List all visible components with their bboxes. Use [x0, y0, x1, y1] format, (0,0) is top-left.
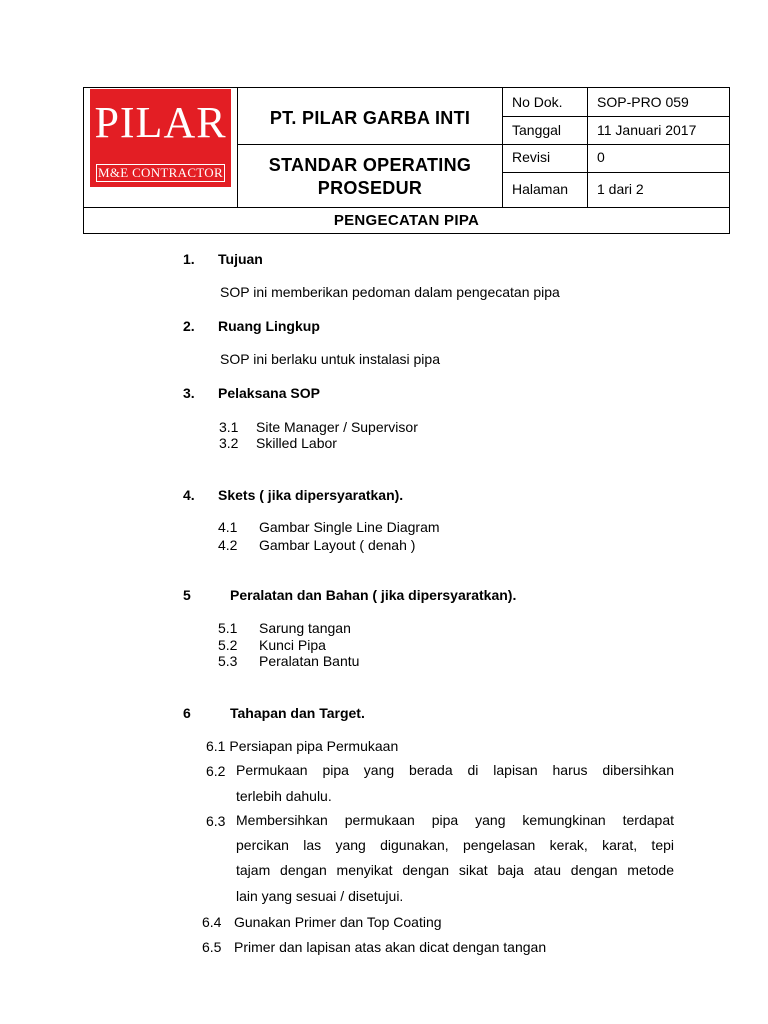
document-type: [238, 149, 502, 207]
step-text-line: percikan las yang digunakan, pengelasan kerak, karat, tepi: [236, 837, 674, 853]
list-item-number: 4.1: [218, 519, 238, 535]
step-item: Gunakan Primer dan Top Coating: [234, 914, 442, 930]
table-divider: [502, 88, 503, 208]
step-number: 6.3: [206, 813, 226, 829]
meta-label-doc-no: No Dok.: [512, 94, 563, 110]
table-divider: [502, 172, 729, 173]
section-body: SOP ini berlaku untuk instalasi pipa: [220, 351, 440, 367]
step-text-line: tajam dengan menyikat dengan sikat baja atau dengan metode: [236, 862, 674, 878]
section-title: Peralatan dan Bahan ( jika dipersyaratkan).: [230, 587, 517, 603]
step-number: 6.2: [206, 763, 226, 779]
section-title: Tahapan dan Target.: [230, 705, 365, 721]
document-type-line: PROSEDUR: [317, 178, 423, 198]
list-item-number: 5.1: [218, 620, 238, 636]
section-number: 5: [183, 587, 191, 603]
company-name: PT. PILAR GARBA INTI: [269, 108, 471, 128]
section-title: Ruang Lingkup: [218, 318, 320, 334]
list-item: Kunci Pipa: [259, 637, 326, 653]
step-number: 6.4: [202, 914, 222, 930]
meta-label-date: Tanggal: [512, 122, 562, 138]
meta-value-date: 11 Januari 2017: [597, 122, 697, 138]
list-item: Sarung tangan: [259, 620, 351, 636]
company-logo: [90, 89, 231, 187]
section-number: 3.: [183, 385, 195, 401]
list-item: Gambar Single Line Diagram: [259, 519, 440, 535]
step-text-line: terlebih dahulu.: [236, 788, 332, 804]
list-item: Skilled Labor: [256, 435, 337, 451]
list-item-number: 3.2: [219, 435, 239, 451]
list-item: Site Manager / Supervisor: [256, 419, 418, 435]
meta-label-revision: Revisi: [512, 149, 551, 165]
section-title: Skets ( jika dipersyaratkan).: [218, 487, 404, 503]
logo-cell: [84, 88, 237, 208]
section-number: 1.: [183, 251, 195, 267]
list-item: Gambar Layout ( denah ): [259, 537, 416, 553]
meta-value-doc-no: SOP-PRO 059: [597, 94, 689, 110]
step-text-line: Membersihkan permukaan pipa yang kemungkinan terdapat: [236, 812, 674, 828]
section-number: 6: [183, 705, 191, 721]
step-item: Primer dan lapisan atas akan dicat dengan tangan: [234, 939, 547, 955]
table-divider: [587, 88, 588, 208]
section-body: SOP ini memberikan pedoman dalam pengecatan pipa: [220, 284, 560, 300]
document-title: PENGECATAN PIPA: [333, 212, 480, 229]
meta-value-page: 1 dari 2: [597, 181, 644, 197]
meta-value-revision: 0: [597, 149, 605, 165]
list-item-number: 5.2: [218, 637, 238, 653]
table-divider: [502, 116, 729, 117]
section-title: Tujuan: [218, 251, 263, 267]
logo-wordmark: PILAR: [94, 98, 227, 147]
meta-label-page: Halaman: [512, 181, 569, 197]
document-header-table: [83, 87, 730, 234]
step-number: 6.5: [202, 939, 222, 955]
step-text-line: lain yang sesuai / disetujui.: [236, 888, 404, 904]
logo-tagline: M&E CONTRACTOR: [96, 164, 225, 182]
list-item-number: 5.3: [218, 653, 238, 669]
list-item: Peralatan Bantu: [259, 653, 360, 669]
step-text-line: Permukaan pipa yang berada di lapisan harus dibersihkan: [236, 762, 674, 778]
section-title: Pelaksana SOP: [218, 385, 320, 401]
list-item-number: 3.1: [219, 419, 239, 435]
section-number: 2.: [183, 318, 195, 334]
list-item-number: 4.2: [218, 537, 238, 553]
section-number: 4.: [183, 487, 195, 503]
document-type-line: STANDAR OPERATING: [268, 155, 472, 175]
step-item: 6.1 Persiapan pipa Permukaan: [206, 738, 399, 754]
